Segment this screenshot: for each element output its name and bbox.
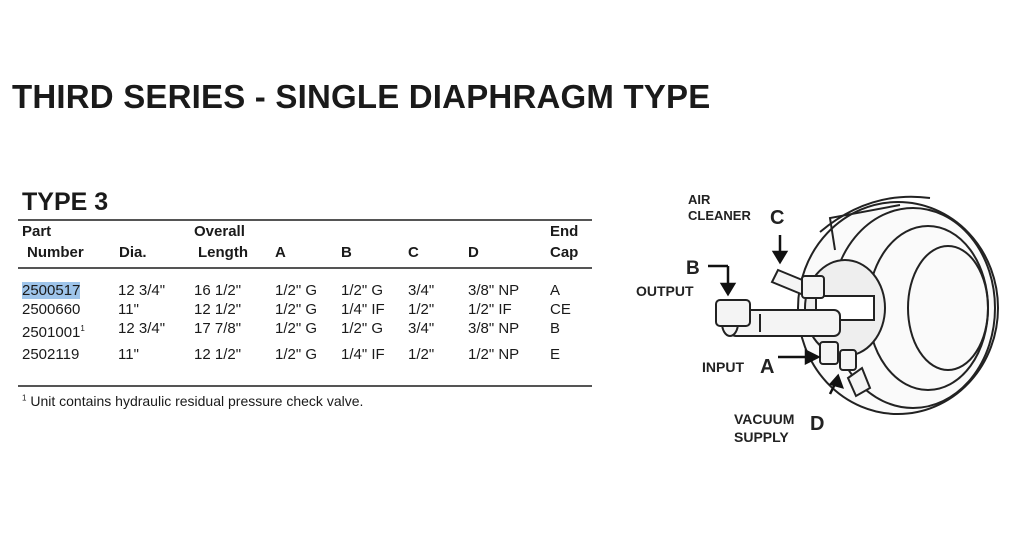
label-a: A bbox=[760, 356, 775, 378]
cell-b: 1/4" IF bbox=[341, 301, 385, 318]
cell-part-number: 2500660 bbox=[22, 301, 81, 318]
label-input: INPUT bbox=[702, 359, 744, 375]
cell-end-cap: E bbox=[550, 346, 561, 363]
cell-part-number: 2501001$^1$ bbox=[22, 324, 85, 341]
header-end-cap: End Cap bbox=[550, 223, 579, 261]
cell-dia: 11" bbox=[118, 346, 139, 363]
cell-dia: 12 3/4" bbox=[118, 320, 166, 337]
table-bottom-rule bbox=[18, 385, 592, 387]
label-supply: SUPPLY bbox=[734, 429, 789, 445]
label-output: OUTPUT bbox=[636, 283, 694, 299]
cell-a: 1/2" G bbox=[275, 282, 318, 299]
label-air: AIR bbox=[688, 192, 711, 207]
footnote-text: Unit contains hydraulic residual pressure check valve. bbox=[30, 393, 364, 409]
cell-length: 16 1/2" bbox=[194, 282, 242, 299]
header-overall-length: Overall Length bbox=[194, 223, 248, 261]
cell-end-cap: CE bbox=[550, 301, 571, 318]
cell-dia: 11" bbox=[118, 301, 139, 318]
cell-length: 12 1/2" bbox=[194, 346, 242, 363]
cell-a: 1/2" G bbox=[275, 301, 318, 318]
label-cleaner: CLEANER bbox=[688, 208, 751, 223]
cell-d: 1/2" NP bbox=[468, 346, 520, 363]
cell-part-number: 2502119 bbox=[22, 346, 80, 363]
table-header-rule bbox=[18, 267, 592, 269]
cell-end-cap: A bbox=[550, 282, 561, 299]
brake-booster-diagram bbox=[630, 180, 1010, 460]
cell-end-cap: B bbox=[550, 320, 561, 337]
header-a: A bbox=[275, 244, 286, 261]
cell-a: 1/2" G bbox=[275, 346, 318, 363]
cell-length: 12 1/2" bbox=[194, 301, 242, 318]
page-title: THIRD SERIES - SINGLE DIAPHRAGM TYPE bbox=[12, 78, 711, 115]
label-c: C bbox=[770, 207, 785, 229]
label-d: D bbox=[810, 413, 825, 435]
header-d: D bbox=[468, 244, 479, 261]
cell-c: 1/2" bbox=[408, 301, 435, 318]
cell-b: 1/2" G bbox=[341, 320, 384, 337]
footnote bbox=[22, 393, 363, 409]
footnote-mark: 1 bbox=[22, 393, 27, 403]
cell-dia: 12 3/4" bbox=[118, 282, 166, 299]
cell-c: 1/2" bbox=[408, 346, 435, 363]
cell-part-number: 2500517 bbox=[22, 282, 81, 299]
header-b: B bbox=[341, 244, 352, 261]
header-part-number: Part Number bbox=[22, 223, 84, 261]
cell-d: 1/2" IF bbox=[468, 301, 512, 318]
cell-d: 3/8" NP bbox=[468, 320, 520, 337]
table-top-rule bbox=[18, 219, 592, 221]
label-vacuum: VACUUM bbox=[734, 411, 795, 427]
cell-length: 17 7/8" bbox=[194, 320, 242, 337]
cell-b: 1/4" IF bbox=[341, 346, 385, 363]
label-b: B bbox=[686, 258, 700, 279]
header-dia: Dia. bbox=[119, 244, 147, 261]
cell-c: 3/4" bbox=[408, 282, 435, 299]
cell-d: 3/8" NP bbox=[468, 282, 520, 299]
cell-a: 1/2" G bbox=[275, 320, 318, 337]
type-title: TYPE 3 bbox=[22, 188, 109, 216]
cell-b: 1/2" G bbox=[341, 282, 384, 299]
cell-c: 3/4" bbox=[408, 320, 435, 337]
header-c: C bbox=[408, 244, 419, 261]
